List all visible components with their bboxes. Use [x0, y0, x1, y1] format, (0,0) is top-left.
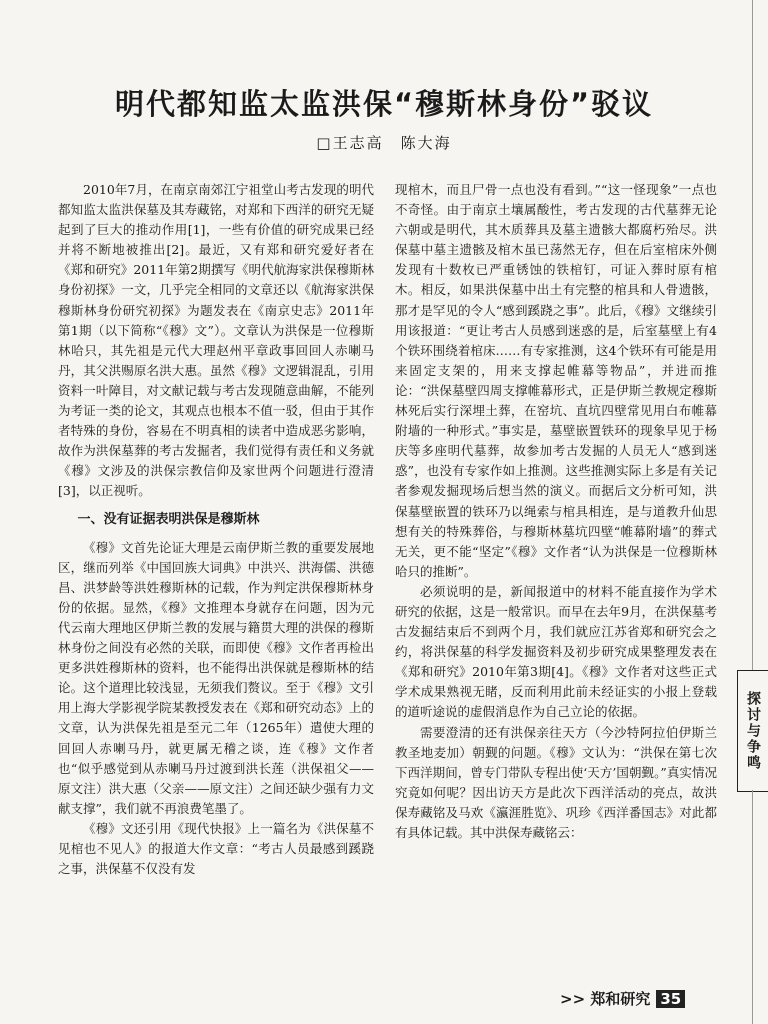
article-authors: □王志高 陈大海: [316, 134, 452, 152]
paragraph: 2010年7月，在南京南郊江宁祖堂山考古发现的明代都知监太监洪保墓及其寿藏铭，对郑和下西洋的研究无疑起到了巨大的推动作用[1]，一些有价值的研究成果已经并将不断地被推出[2]。最近，又有郑和研究爱好者在《郑和研究》2011年第2期撰写《明代航海家洪保穆斯林身份初探》一文，几乎完全相同的文章还以《航海家洪保穆斯林身份研究初探》为题发表在《南京史志》2011年第1期（以下简称“《穆》文”）。文章认为洪保是一位穆斯林哈只，其先祖是元代大理赵州平章政事回回人赤喇马丹，其父洪赐原名洪大惠。虽然《穆》文逻辑混乱，引用资料一叶障目，对文献记载与考古发现随意曲解，不能列为考证一类的论文，其观点也根本不值一驳，但由于其作者特殊的身份，容易在不明真相的读者中造成恶劣影响，故作为洪保墓葬的考古发掘者，我们觉得有责任和义务就《穆》文涉及的洪保宗教信仰及家世两个问题进行澄清[3]，以正视听。: [58, 182, 374, 499]
section-tab-label: 探讨与争鸣: [745, 691, 761, 771]
paragraph: 需要澄清的还有洪保亲往天方（今沙特阿拉伯伊斯兰教圣地麦加）朝觐的问题。《穆》文认为：“洪保在第七次下西洋期间，曾专门带队专程出使‘天方’国朝觐。”真实情况究竟如何呢？因出访天方是此次下西洋活动的亮点，故洪保寿藏铭及马欢《瀛涯胜览》、巩珍《西洋番国志》对此都有具体记载。其中洪保寿藏铭云：: [395, 724, 717, 840]
right-column: [395, 180, 717, 1010]
page-footer: [560, 988, 685, 1009]
margin-rule: [752, 0, 753, 670]
paragraph: 现棺木，而且尸骨一点也没有看到。”“这一怪现象”一点也不奇怪。由于南京土壤属酸性，考古发现的古代墓葬无论六朝或是明代，其木质葬具及墓主遗骸大都腐朽殆尽。洪保墓中墓主遗骸及棺木虽已荡然无存，但在后室棺床外侧发现有十数枚已严重锈蚀的铁棺钉，可证入葬时原有棺木。相反，如果洪保墓中出土有完整的棺具和人骨遗骸，那才是罕见的令人“感到蹊跷之事”。此后，《穆》文继续引用该报道：“更让考古人员感到迷惑的是，后室墓壁上有4个铁环围绕着棺床……有专家推测，这4个铁环有可能是用来固定支架的，用来支撑起帷幕等物品”，并进而推论：“洪保墓壁四周支撑帷幕形式，正是伊斯兰教规定穆斯林死后实行深埋土葬，在窑坑、直坑四壁常见用白布帷幕附墙的一种形式。”事实是，墓壁嵌置铁环的现象早见于杨庆等多座明代墓葬，故参加考古发掘的人员无人“感到迷惑”，也没有专家作如上推测。这些推测实际上多是有关记者参观发掘现场后想当然的演义。而据后文分析可知，洪保墓壁嵌置的铁环乃以绳索与棺具相连，是与道教升仙思想有关的特殊葬俗，与穆斯林墓坑四壁“帷幕附墙”的葬式无关，更不能“坚定”《穆》文作者“认为洪保是一位穆斯林哈只的推断”。: [395, 182, 717, 579]
left-column: [58, 180, 374, 1010]
page-number: 35: [656, 990, 685, 1008]
section-heading: 一、没有证据表明洪保是穆斯林: [77, 511, 260, 527]
journal-name: >> 郑和研究: [560, 990, 651, 1008]
margin-rule-lower: [752, 790, 753, 1024]
article-title: 明代都知监太监洪保“穆斯林身份”驳议: [114, 87, 654, 121]
paragraph: 《穆》文还引用《现代快报》上一篇名为《洪保墓不见棺也不见人》的报道大作文章：“考古人员最感到蹊跷之事，洪保墓不仅没有发: [58, 820, 374, 877]
paragraph: 《穆》文首先论证大理是云南伊斯兰教的重要发展地区，继而列举《中国回族大词典》中洪兴、洪海儒、洪德昌、洪梦龄等洪姓穆斯林的记载，作为判定洪保穆斯林身份的依据。显然，《穆》文推理本身就存在问题，因为元代云南大理地区伊斯兰教的发展与籍贯大理的洪保的穆斯林身份之间没有必然的关联，而即使《穆》文作者再检出更多洪姓穆斯林的资料，也不能得出洪保就是穆斯林的结论。这个道理比较浅显，无须我们赘议。至于《穆》文引用上海大学影视学院某教授发表在《郑和研究动态》上的文章，认为洪保先祖是至元二年（1265年）遣使大理的回回人赤喇马丹，就更属无稽之谈，连《穆》文作者也“似乎感觉到从赤喇马丹过渡到洪长莲（洪保祖父——原文注）洪大惠（父亲——原文注）之间还缺少强有力文献支撑”，我们就不再浪费笔墨了。: [58, 539, 374, 816]
paragraph: 必须说明的是，新闻报道中的材料不能直接作为学术研究的依据，这是一般常识。而早在去年9月，在洪保墓考古发掘结束后不到两个月，我们就应江苏省郑和研究会之约，将洪保墓的科学发掘资料及初步研究成果整理发表在《郑和研究》2010年第3期[4]。《穆》文作者对这些正式学术成果熟视无睹，反而利用此前未经证实的小报上登载的道听途说的虚假消息作为自己立论的依据。: [395, 583, 717, 720]
section-tab: [737, 670, 768, 792]
